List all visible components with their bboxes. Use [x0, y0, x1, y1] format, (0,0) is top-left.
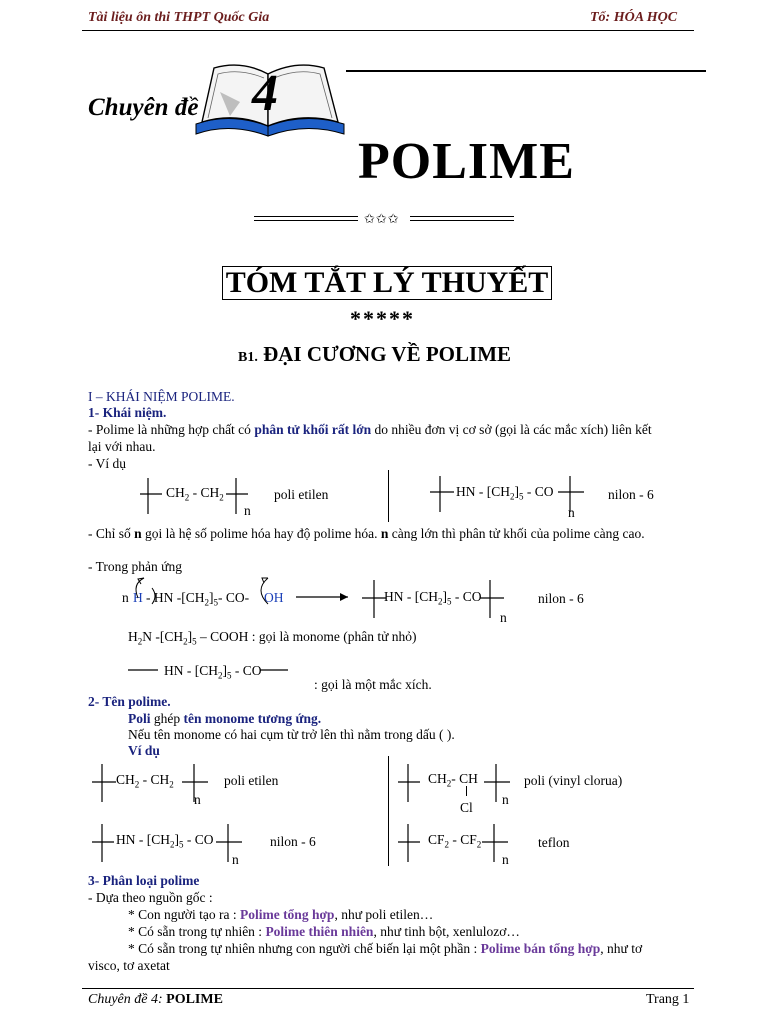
- pvc-cl: Cl: [460, 800, 473, 815]
- part3-line4: * Có sẵn trong tự nhiên nhưng con người chế biến lại một phần : Polime bán tổng hợp, như tơ: [128, 941, 643, 956]
- ex-pvc-name: poli (vinyl clorua): [524, 773, 623, 788]
- rxn-monomer: - HN $-[CH_2]_5-$ CO-: [146, 590, 250, 608]
- chuyen-de-label: Chuyên đề: [88, 94, 199, 121]
- ex-teflon-name: teflon: [538, 835, 570, 850]
- nylon-formula: HN - $[CH_2]_5$ - CO: [456, 484, 554, 502]
- rxn-oh: OH: [264, 590, 284, 605]
- naming-rule: Poli ghép tên monome tương ứng.: [128, 711, 322, 726]
- example-divider: [388, 470, 389, 522]
- part3-line3: * Có sẵn trong tự nhiên : Polime thiên nhiên, như tinh bột, xenlulozơ…: [128, 924, 520, 939]
- rxn-arrow-icon: [296, 590, 356, 602]
- nylon2-formula: HN - $[CH_2]_5$ - CO: [116, 832, 214, 850]
- deco-line-right: [410, 216, 514, 221]
- unit-formula: HN - $[CH_2]_5$ - CO: [164, 663, 262, 681]
- pvc-bond: [466, 786, 467, 796]
- part2-vidu: Ví dụ: [128, 743, 160, 758]
- ex1-name: poli etilen: [274, 487, 329, 502]
- part3-line2: * Con người tạo ra : Polime tổng hợp, như poli etilen…: [128, 907, 434, 922]
- rxn-curve-arrows: [130, 574, 300, 614]
- deco-stars: ✩✩✩: [364, 211, 400, 226]
- topic-title: POLIME: [358, 133, 575, 190]
- reaction-label: - Trong phản ứng: [88, 559, 182, 574]
- section-prefix: B1.: [238, 350, 258, 365]
- ex-nylon-name: nilon - 6: [270, 834, 316, 849]
- header-rule: [82, 30, 694, 31]
- header-left: Tài liệu ôn thi THPT Quốc Gia: [88, 10, 270, 25]
- header-right: Tổ: HÓA HỌC: [590, 10, 678, 25]
- definition-line2: lại với nhau.: [88, 439, 156, 454]
- part3-heading: 3- Phân loại polime: [88, 873, 200, 888]
- definition-highlight: phân tử khối rất lớn: [254, 422, 372, 437]
- rxn-product-n: n: [500, 610, 507, 625]
- cover-rule: [346, 70, 706, 72]
- section-heading: ĐẠI CƯƠNG VỀ POLIME: [263, 342, 512, 366]
- nylon2-n: n: [232, 852, 239, 867]
- rxn-n: n: [122, 590, 129, 605]
- section-title: [238, 342, 511, 367]
- teflon-n: n: [502, 852, 509, 867]
- pe2-formula: $CH_2 - CH_2$: [116, 772, 174, 790]
- unit-note: : gọi là một mắc xích.: [314, 677, 432, 692]
- rxn-product-formula: HN - $[CH_2]_5$ - CO: [384, 589, 482, 607]
- part1-heading: I – KHÁI NIỆM POLIME.: [88, 389, 235, 404]
- monomer-line: $H_2N$ $-[CH_2]_5$ – COOH : gọi là monome (phân tử nhỏ): [128, 629, 417, 647]
- vidu-label: - Ví dụ: [88, 456, 127, 471]
- definition-line1: - Polime là những hợp chất có phân tử khối rất lớn do nhiều đơn vị cơ sở (gọi là các mắc xích) liên kết: [88, 422, 652, 437]
- deco-line-left: [254, 216, 358, 221]
- pvc-n: n: [502, 792, 509, 807]
- naming-divider: [388, 756, 389, 866]
- rxn-h: H: [133, 590, 143, 605]
- ex-pe-name: poli etilen: [224, 773, 279, 788]
- rxn-product-name: nilon - 6: [538, 591, 584, 606]
- part3-line5: visco, tơ axetat: [88, 958, 170, 973]
- summary-title: TÓM TẮT LÝ THUYẾT: [222, 266, 552, 300]
- nylon-n: n: [568, 505, 575, 520]
- ex2-name: nilon - 6: [608, 487, 654, 502]
- summary-stars: *****: [350, 306, 415, 331]
- naming-rule2: Nếu tên monome có hai cụm từ trở lên thì nằm trong dấu ( ).: [128, 727, 455, 742]
- topic-number: 4: [252, 65, 278, 122]
- teflon-formula: $CF_2 - CF_2$: [428, 832, 482, 850]
- footer-left: Chuyên đề 4: POLIME: [88, 992, 223, 1007]
- footer-rule: [82, 988, 694, 989]
- pe-formula: $CH_2 - CH_2$: [166, 485, 224, 503]
- pe2-n: n: [194, 792, 201, 807]
- pe-n: n: [244, 503, 251, 518]
- chiso-line: - Chỉ số n gọi là hệ số polime hóa hay độ polime hóa. n càng lớn thì phân tử khối của polime càng cao.: [88, 526, 645, 541]
- part3-line1: - Dựa theo nguồn gốc :: [88, 890, 213, 905]
- part1-sub1: 1- Khái niệm.: [88, 405, 167, 420]
- pvc-formula: $CH_2-$ CH: [428, 771, 478, 789]
- footer-page-number: Trang 1: [646, 992, 690, 1007]
- part2-heading: 2- Tên polime.: [88, 694, 171, 709]
